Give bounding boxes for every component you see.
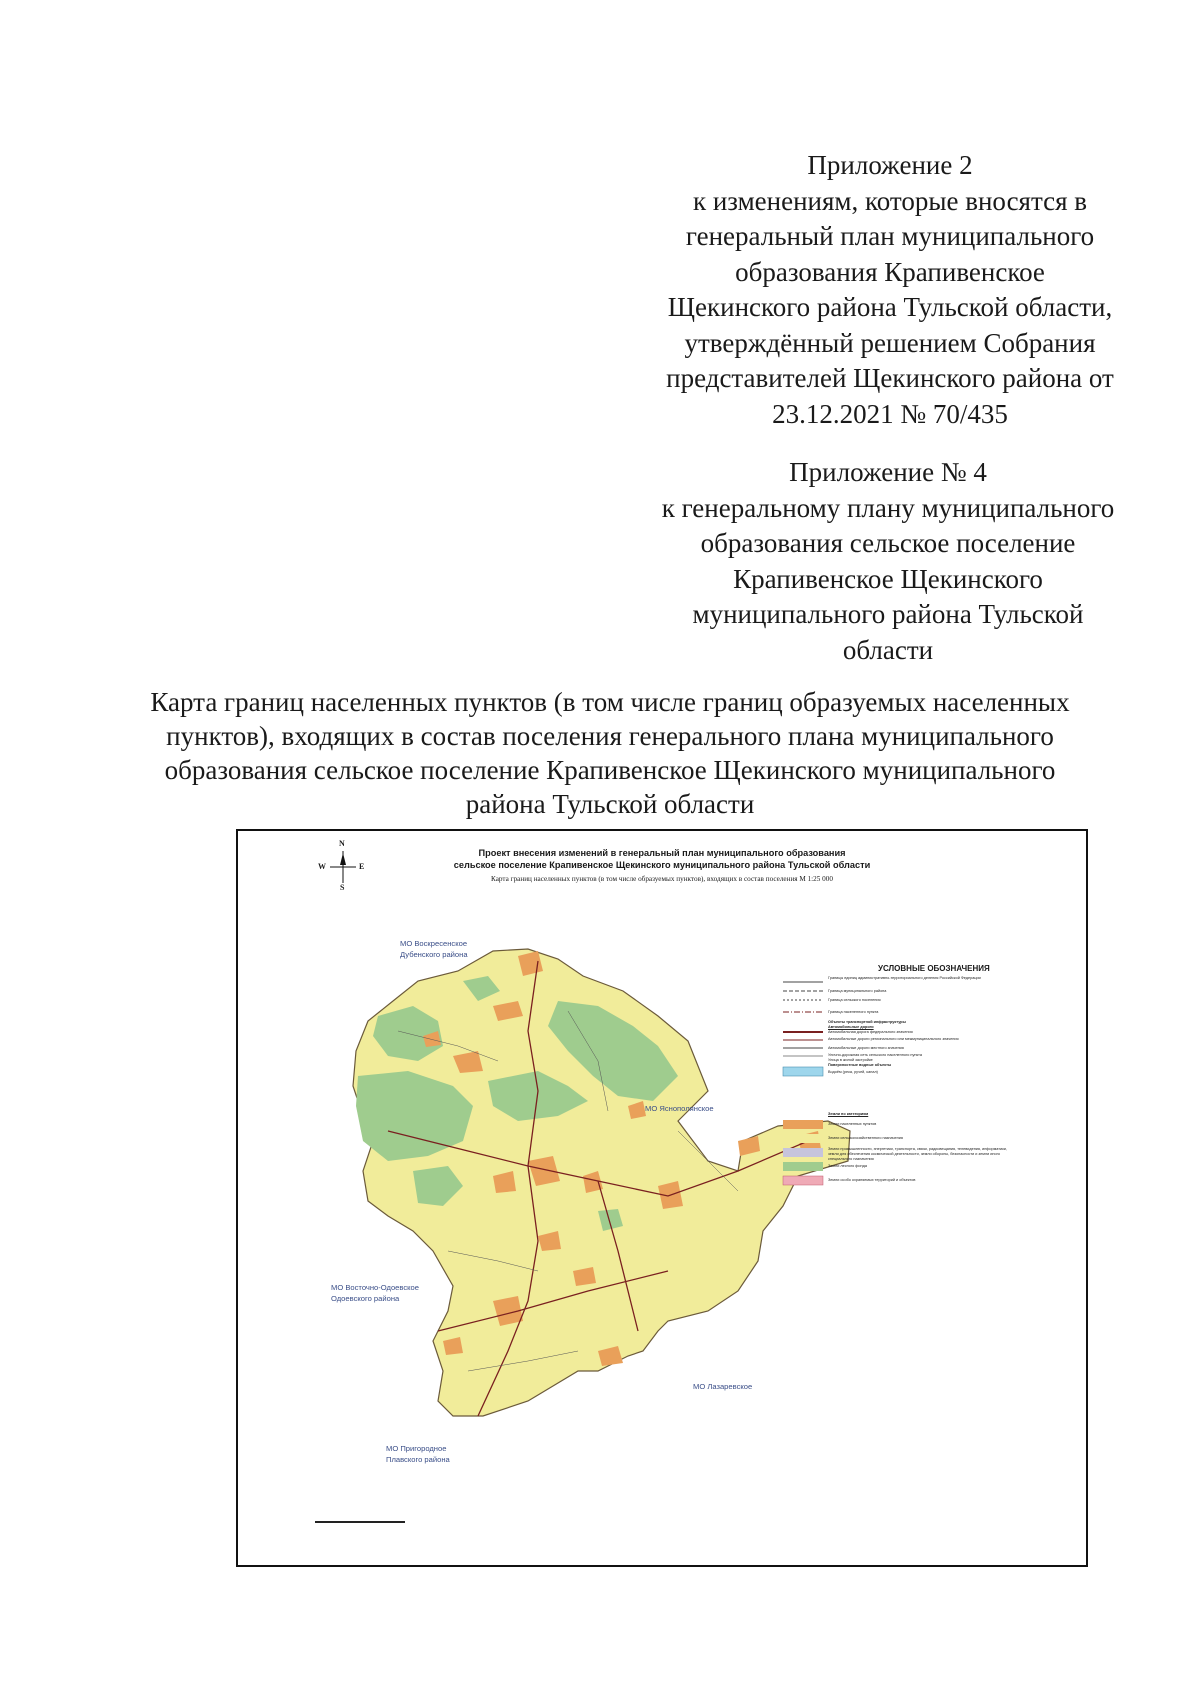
- document-title: [110, 685, 1110, 821]
- appendix-4-line: к генеральному плану муниципального: [661, 492, 1115, 523]
- legend-zones-head: Земли по категориям: [828, 1112, 869, 1116]
- appendix-4-line: Приложение № 4: [789, 457, 987, 487]
- legend-roads-head: Автомобильные дороги: [828, 1025, 874, 1029]
- legend-boundary-1: Граница муниципального района: [828, 989, 887, 993]
- legend-title: УСЛОВНЫЕ ОБОЗНАЧЕНИЯ: [878, 964, 990, 973]
- appendix-2-line: утверждённый решением Собрания: [684, 327, 1096, 358]
- appendix-2-line: к изменениям, которые вносятся в: [692, 185, 1088, 216]
- legend-road-0: Автомобильная дорога федерального значения: [828, 1030, 913, 1034]
- neighbor-label-north: МО Воскресенское Дубенского района: [400, 939, 468, 959]
- document-title-line: пунктов), входящих в состав поселения генерального плана муниципального: [166, 721, 1054, 751]
- compass-west: W: [318, 862, 326, 871]
- legend-water-swatch: [783, 1067, 823, 1076]
- scale-bar: [315, 1521, 405, 1523]
- document-title-line: района Тульской области: [465, 789, 755, 819]
- appendix-2-line: генеральный план муниципального: [685, 221, 1095, 251]
- map-drawing: [238, 831, 1086, 1565]
- legend-road-3: Улично-дорожная сеть сельского населенного пункта: [828, 1053, 922, 1057]
- neighbor-label-west: МО Восточно-Одоевское Одоевского района: [331, 1283, 419, 1303]
- appendix-2-line: образования Крапивенское: [735, 256, 1045, 287]
- appendix-2-line: Щекинского района Тульской области,: [667, 292, 1113, 322]
- settlement-boundaries-map: [236, 829, 1088, 1567]
- legend-zone-4: Земли особо охраняемых территорий и объектов: [828, 1178, 916, 1182]
- neighbor-label-southeast: МО Лазаревское: [693, 1382, 753, 1391]
- compass-south: S: [340, 883, 345, 892]
- appendix-2-line: представителей Щекинского района от: [666, 363, 1114, 393]
- compass-east: E: [359, 862, 365, 871]
- legend-road-1: Автомобильные дороги регионального или межмуниципального значения: [828, 1037, 959, 1041]
- legend-water-head: Поверхностные водные объекты: [828, 1063, 892, 1067]
- legend-boundary-0: Границы единиц административно-территориального деления Российской Федерации: [828, 976, 981, 980]
- legend-zone-0: Земли населенных пунктов: [828, 1122, 877, 1126]
- neighbor-label-south: МО Пригородное Плавского района: [386, 1444, 450, 1464]
- appendix-4-line: Крапивенское Щекинского: [733, 563, 1043, 594]
- appendix-2-line: 23.12.2021 № 70/435: [772, 398, 1008, 429]
- appendix-4-line: образования сельское поселение: [700, 528, 1076, 558]
- map-title-line2: сельское поселение Крапивенское Щекинского муниципального района Тульской области: [453, 860, 871, 870]
- appendix-2-heading: [640, 148, 1140, 432]
- legend-zone-3: Земли лесного фонда: [828, 1164, 867, 1168]
- legend-road-4: Улица в жилой застройке: [828, 1058, 873, 1062]
- map-subtitle: Карта границ населенных пунктов (в том числе образуемых пунктов), входящих в состав поселения М 1:25 000: [491, 875, 833, 883]
- legend-symbols: [783, 982, 823, 1056]
- map-title-line1: Проект внесения изменений в генеральный план муниципального образования: [478, 848, 846, 858]
- legend-zone-1: Земли сельскохозяйственного назначения: [828, 1136, 903, 1140]
- legend-water: Водоём (река, ручей, канал): [828, 1070, 878, 1074]
- document-title-line: образования сельское поселение Крапивенское Щекинского муниципального: [164, 755, 1056, 785]
- appendix-4-line: области: [842, 634, 934, 665]
- legend-transport-head: Объекты транспортной инфраструктуры: [828, 1020, 906, 1024]
- appendix-4-heading: [628, 455, 1148, 668]
- neighbor-label-east: МО Яснополянское: [645, 1104, 714, 1113]
- legend-boundary-2: Граница сельского поселения: [828, 998, 881, 1002]
- appendix-4-line: муниципального района Тульской: [692, 599, 1084, 629]
- legend-boundary-3: Граница населенного пункта: [828, 1010, 879, 1014]
- legend-zone-2: Земли промышленности, энергетики, транспорта, связи, радиовещания, телевидения, информатики, земли для обеспечения космической деятельности, земли обороны, безопасности и земли иного специального назначения: [828, 1147, 1007, 1161]
- legend-road-2: Автомобильные дороги местного значения: [828, 1046, 904, 1050]
- appendix-2-line: Приложение 2: [807, 150, 973, 180]
- document-title-line: Карта границ населенных пунктов (в том числе границ образуемых населенных: [150, 687, 1070, 717]
- compass-north: N: [339, 839, 345, 848]
